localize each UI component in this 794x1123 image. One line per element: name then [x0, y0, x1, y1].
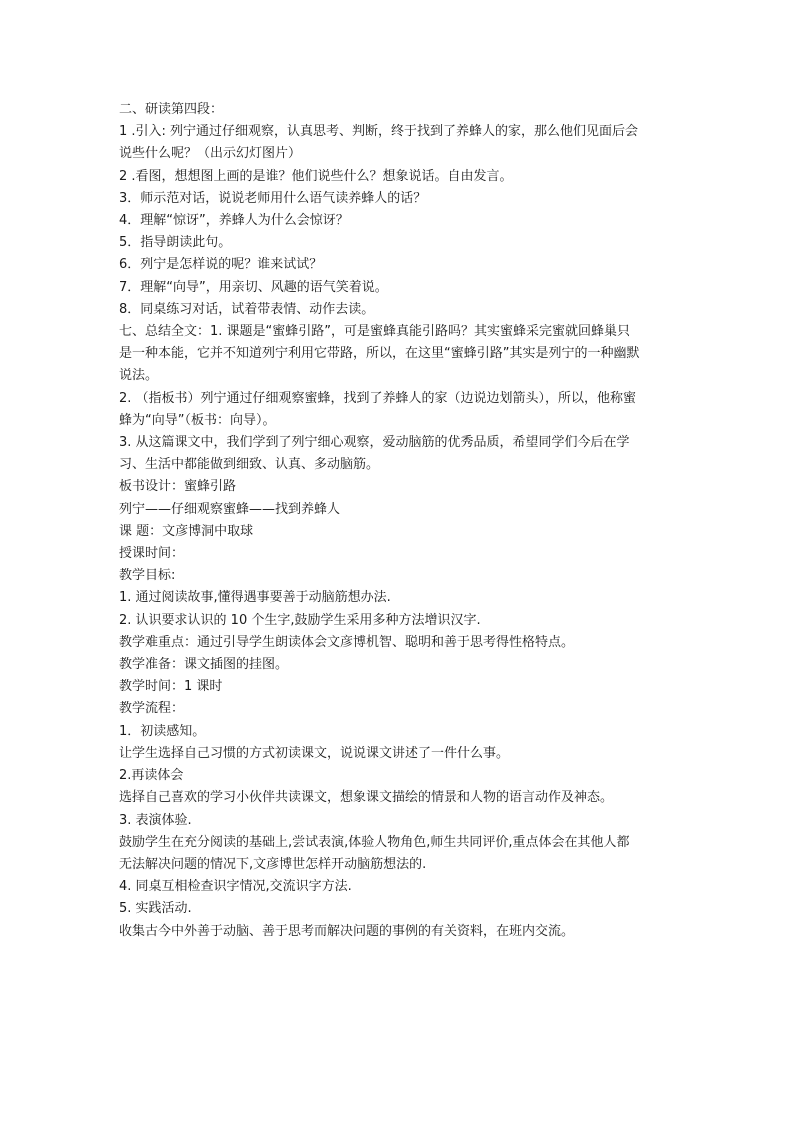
document-paragraph: [119, 898, 679, 920]
document-paragraph: [119, 565, 679, 587]
document-paragraph: [119, 698, 679, 720]
document-paragraph: [119, 299, 679, 321]
text-line: 说些什么呢？（出示幻灯图片）: [119, 146, 302, 162]
text-line: 鼓励学生在充分阅读的基础上,尝试表演,体验人物角色,师生共同评价,重点体会在其他人都: [119, 834, 630, 850]
text-line: 是一种本能，它并不知道列宁利用它带路，所以，在这里“蜜蜂引路”其实是列宁的一种幽默: [119, 346, 640, 362]
text-line: 习、生活中都能做到细致、认真、多动脑筋。: [119, 457, 380, 473]
document-paragraph: [119, 499, 679, 521]
document-paragraph: [119, 587, 679, 609]
text-line: 3. 表演体验.: [119, 812, 192, 828]
document-paragraph: [119, 232, 679, 254]
text-line: 无法解决问题的情况下,文彦博世怎样开动脑筋想法的.: [119, 856, 427, 872]
text-line: 1 .引入: 列宁通过仔细观察，认真思考、判断，终于找到了养蜂人的家，那么他们见面后会: [119, 124, 639, 140]
document-paragraph: [119, 210, 679, 232]
text-line: 5．指导朗读此句。: [119, 235, 232, 251]
document-paragraph: [119, 166, 679, 188]
text-line: 蜂为“向导”（板书：向导）。: [119, 412, 276, 428]
text-line: 2.再读体会: [119, 768, 184, 784]
document-paragraph: [119, 676, 679, 698]
text-line: 6．列宁是怎样说的呢？谁来试试？: [119, 257, 323, 273]
text-line: 8．同桌练习对话，试着带表情、动作去读。: [119, 301, 375, 317]
text-line: 教学时间：1 课时: [119, 679, 223, 695]
text-line: 七、总结全文：1. 课题是“蜜蜂引路”，可是蜜蜂真能引路吗？其实蜜蜂采完蜜就回蜂巢只: [119, 324, 631, 340]
document-paragraph: [119, 388, 679, 432]
text-line: 3. 从这篇课文中，我们学到了列宁细心观察，爱动脑筋的优秀品质，希望同学们今后在学: [119, 435, 630, 451]
text-line: 让学生选择自己习惯的方式初读课文，说说课文讲述了一件什么事。: [119, 745, 510, 761]
text-line: 1．初读感知。: [119, 723, 206, 739]
document-paragraph: [119, 543, 679, 565]
text-line: 教学流程：: [119, 701, 185, 717]
text-line: 教学难重点：通过引导学生朗读体会文彦博机智、聪明和善于思考得性格特点。: [119, 634, 575, 650]
text-line: 板书设计：蜜蜂引路: [119, 479, 237, 495]
document-paragraph: [119, 787, 679, 809]
text-line: 授课时间：: [119, 546, 185, 562]
document-paragraph: [119, 432, 679, 476]
document-paragraph: [119, 321, 679, 388]
text-line: 列宁——仔细观察蜜蜂——找到养蜂人: [119, 501, 341, 517]
document-paragraph: [119, 876, 679, 898]
document-paragraph: [119, 832, 679, 876]
document-paragraph: [119, 921, 679, 943]
document-paragraph: [119, 632, 679, 654]
document-paragraph: [119, 610, 679, 632]
document-paragraph: [119, 743, 679, 765]
text-line: 说法。: [119, 368, 159, 384]
document-paragraph: [119, 99, 679, 121]
document-body: [119, 99, 679, 943]
document-paragraph: [119, 654, 679, 676]
text-line: 教学目标:: [119, 568, 176, 584]
document-paragraph: [119, 254, 679, 276]
text-line: 4. 同桌互相检查识字情况,交流识字方法.: [119, 879, 352, 895]
text-line: 7．理解“向导”，用亲切、风趣的语气笑着说。: [119, 279, 388, 295]
document-paragraph: [119, 765, 679, 787]
document-paragraph: [119, 810, 679, 832]
text-line: 2. （指板书）列宁通过仔细观察蜜蜂，找到了养蜂人的家（边说边划箭头），所以，他称蜜: [119, 390, 637, 406]
text-line: 2. 认识要求认识的 10 个生字,鼓励学生采用多种方法增识汉字.: [119, 612, 481, 628]
text-line: 1. 通过阅读故事,懂得遇事要善于动脑筋想办法.: [119, 590, 391, 606]
text-line: 教学准备：课文插图的挂图。: [119, 657, 289, 673]
text-line: 收集古今中外善于动脑、善于思考而解决问题的事例的有关资料，在班内交流。: [119, 923, 575, 939]
text-line: 3．师示范对话，说说老师用什么语气读养蜂人的话？: [119, 190, 427, 206]
document-paragraph: [119, 277, 679, 299]
text-line: 二、研读第四段：: [119, 102, 224, 117]
document-paragraph: [119, 476, 679, 498]
document-paragraph: [119, 121, 679, 165]
text-line: 4．理解“惊讶”，养蜂人为什么会惊讶？: [119, 213, 349, 229]
text-line: 课 题：文彦博洞中取球: [119, 523, 254, 539]
document-paragraph: [119, 521, 679, 543]
text-line: 5. 实践活动.: [119, 901, 192, 917]
text-line: 2 .看图，想想图上画的是谁？他们说些什么？想象说话。自由发言。: [119, 168, 513, 184]
document-paragraph: [119, 721, 679, 743]
document-paragraph: [119, 188, 679, 210]
text-line: 选择自己喜欢的学习小伙伴共读课文，想象课文描绘的情景和人物的语言动作及神态。: [119, 790, 614, 806]
